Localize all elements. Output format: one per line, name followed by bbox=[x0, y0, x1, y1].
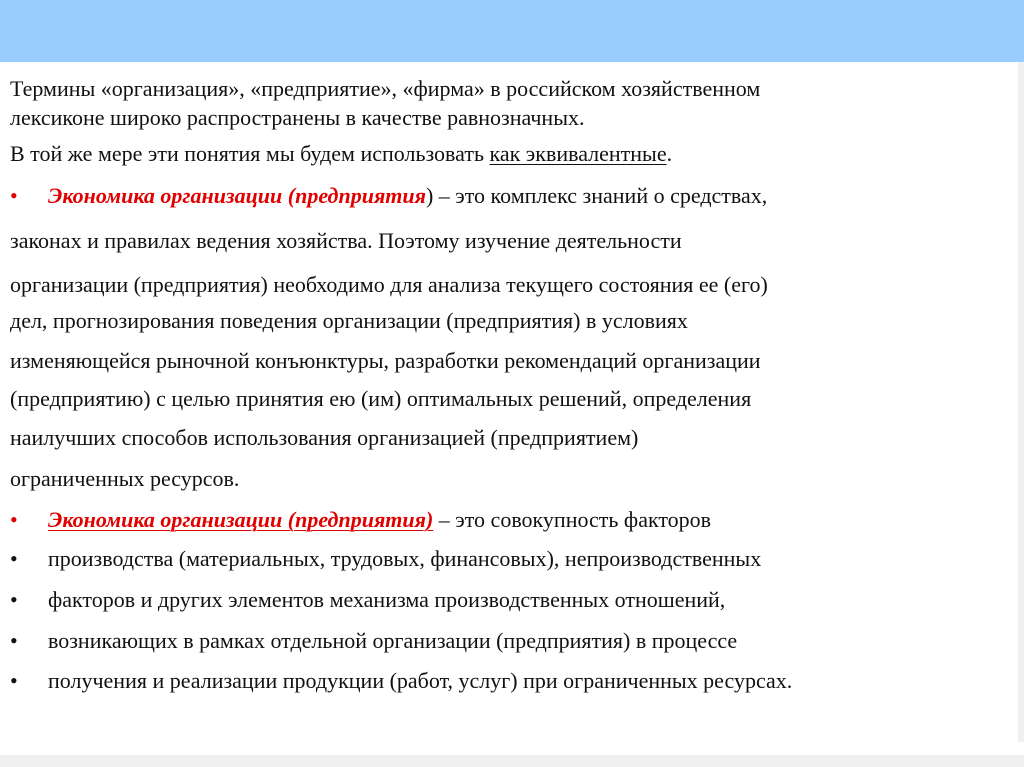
definition2-line bbox=[10, 666, 792, 696]
definition2-line bbox=[10, 626, 737, 656]
slide-border-right bbox=[1018, 62, 1024, 742]
para2-end: . bbox=[666, 141, 673, 166]
definition1-line: (предприятию) с целью принятия ею (им) оптимальных решений, определения bbox=[10, 386, 752, 411]
definition2-first-line bbox=[10, 505, 711, 535]
definition2-rest: – это совокупность факторов bbox=[433, 507, 712, 532]
definition1-line: законах и правилах ведения хозяйства. Поэтому изучение деятельности bbox=[10, 228, 682, 253]
definition1-term: Экономика организации (предприятия bbox=[48, 183, 426, 208]
bullet-icon: • bbox=[10, 587, 18, 612]
header-band bbox=[0, 0, 1024, 62]
para1-line2: лексиконе широко распространены в качестве равнозначных. bbox=[10, 105, 585, 130]
bullet-icon: • bbox=[10, 183, 18, 208]
para2 bbox=[10, 139, 672, 169]
definition1-line: дел, прогнозирования поведения организации (предприятия) в условиях bbox=[10, 308, 688, 333]
slide-border-bottom bbox=[0, 755, 1024, 767]
para2-text: В той же мере эти понятия мы будем использовать bbox=[10, 141, 490, 166]
bullet-icon: • bbox=[10, 668, 18, 693]
bullet-icon: • bbox=[10, 546, 18, 571]
definition1-line: организации (предприятия) необходимо для анализа текущего состояния ее (его) bbox=[10, 272, 768, 297]
bullet-icon: • bbox=[10, 628, 18, 653]
definition2-line-text: возникающих в рамках отдельной организации (предприятия) в процессе bbox=[48, 628, 738, 653]
definition2-line-text: факторов и других элементов механизма производственных отношений, bbox=[48, 587, 726, 612]
definition2-line bbox=[10, 585, 725, 615]
definition2-line bbox=[10, 544, 761, 574]
para2-underlined: как эквивалентные bbox=[489, 141, 667, 166]
definition1-rest: – это комплекс знаний о средствах, bbox=[433, 183, 768, 208]
definition1-line: ограниченных ресурсов. bbox=[10, 466, 240, 491]
bullet-icon: • bbox=[10, 507, 18, 532]
definition2-line-text: производства (материальных, трудовых, финансовых), непроизводственных bbox=[48, 546, 762, 571]
definition1-first-line bbox=[10, 181, 767, 211]
para1-line1: Термины «организация», «предприятие», «фирма» в российском хозяйственном bbox=[10, 76, 761, 101]
definition2-term: Экономика организации (предприятия) bbox=[48, 507, 434, 532]
definition1-line: наилучших способов использования организацией (предприятием) bbox=[10, 425, 639, 450]
definition1-close-paren: ) bbox=[425, 183, 434, 208]
definition2-line-text: получения и реализации продукции (работ, услуг) при ограниченных ресурсах. bbox=[48, 668, 793, 693]
definition1-line: изменяющейся рыночной конъюнктуры, разработки рекомендаций организации bbox=[10, 348, 761, 373]
